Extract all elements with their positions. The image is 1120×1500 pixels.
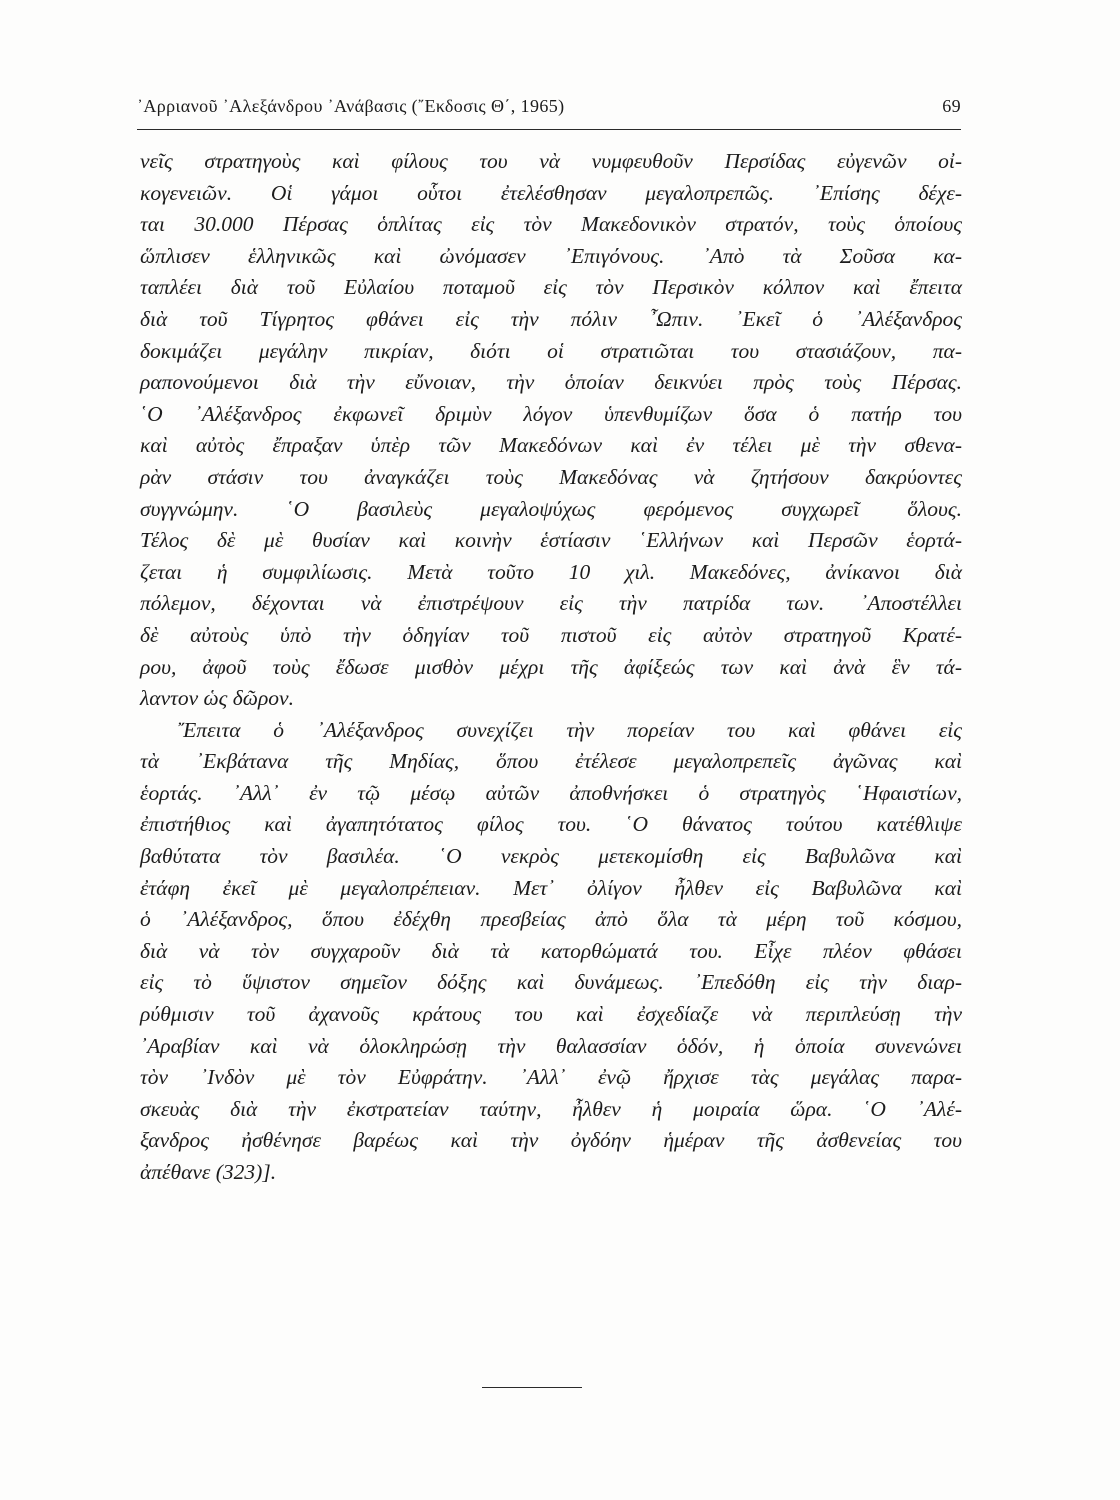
text-line: βαθύτατα τὸν βασιλέα. ῾Ο νεκρὸς μετεκομίσθη εἰς Βαβυλῶνα καὶ: [140, 844, 962, 869]
text-line: λαντον ὡς δῶρον.: [140, 686, 294, 711]
text-line: ταπλέει διὰ τοῦ Εὐλαίου ποταμοῦ εἰς τὸν Περσικὸν κόλπον καὶ ἔπειτα: [140, 275, 962, 300]
text-line: Τέλος δὲ μὲ θυσίαν καὶ κοινὴν ἑστίασιν ῾Ελλήνων καὶ Περσῶν ἑορτά-: [140, 528, 962, 553]
text-line: ἑορτάς. ᾿Αλλ᾿ ἐν τῷ μέσῳ αὐτῶν ἀποθνήσκει ὁ στρατηγὸς ῾Ηφαιστίων,: [140, 780, 962, 805]
text-line: ἐτάφη ἐκεῖ μὲ μεγαλοπρέπειαν. Μετ᾿ ὀλίγον ἦλθεν εἰς Βαβυλῶνα καὶ: [140, 875, 962, 900]
text-line: ραπονούμενοι διὰ τὴν εὔνοιαν, τὴν ὁποίαν δεικνύει πρὸς τοὺς Πέρσας.: [140, 370, 962, 395]
text-line: σκευὰς διὰ τὴν ἐκστρατείαν ταύτην, ἦλθεν ἡ μοιραία ὥρα. ῾Ο ᾿Αλέ-: [140, 1096, 962, 1121]
text-line: ρου, ἀφοῦ τοὺς ἔδωσε μισθὸν μέχρι τῆς ἀφίξεώς των καὶ ἀνὰ ἓν τά-: [140, 654, 962, 679]
running-head-title: ᾿Αρριανοῦ ᾿Αλεξάνδρου ᾿Ανάβασις (῎Εκδοσις Θ΄, 1965): [137, 96, 565, 116]
text-line: ἀπέθανε (323)].: [140, 1160, 277, 1184]
text-line: ρὰν στάσιν του ἀναγκάζει τοὺς Μακεδόνας νὰ ζητήσουν δακρύοντες: [140, 464, 962, 489]
text-line: ὁ ᾿Αλέξανδρος, ὅπου ἐδέχθη πρεσβείας ἀπὸ ὅλα τὰ μέρη τοῦ κόσμου,: [140, 907, 962, 932]
text-line: καὶ αὐτὸς ἔπραξαν ὑπὲρ τῶν Μακεδόνων καὶ ἐν τέλει μὲ τὴν σθενα-: [140, 433, 962, 458]
text-line: εἰς τὸ ὕψιστον σημεῖον δόξης καὶ δυνάμεως. ᾿Επεδόθη εἰς τὴν διαρ-: [140, 970, 962, 995]
body-text: [140, 146, 962, 1189]
text-line: ρύθμισιν τοῦ ἀχανοῦς κράτους του καὶ ἐσχεδίαζε νὰ περιπλεύσῃ τὴν: [140, 1002, 962, 1027]
text-line: δοκιμάζει μεγάλην πικρίαν, διότι οἱ στρατιῶται του στασιάζουν, πα-: [140, 338, 962, 363]
end-rule: [482, 1387, 582, 1388]
text-line: ῾Ο ᾿Αλέξανδρος ἐκφωνεῖ δριμὺν λόγον ὑπενθυμίζων ὅσα ὁ πατήρ του: [140, 401, 962, 426]
text-line: ται 30.000 Πέρσας ὁπλίτας εἰς τὸν Μακεδονικὸν στρατόν, τοὺς ὁποίους: [140, 212, 962, 237]
text-line: κογενειῶν. Οἱ γάμοι οὗτοι ἐτελέσθησαν μεγαλοπρεπῶς. ᾿Επίσης δέχε-: [140, 180, 962, 205]
text-line: ῎Επειτα ὁ ᾿Αλέξανδρος συνεχίζει τὴν πορείαν του καὶ φθάνει εἰς: [176, 717, 962, 742]
text-line: δὲ αὐτοὺς ὑπὸ τὴν ὁδηγίαν τοῦ πιστοῦ εἰς αὐτὸν στρατηγοῦ Κρατέ-: [140, 622, 962, 647]
text-line: τὸν ᾿Ινδὸν μὲ τὸν Εὐφράτην. ᾿Αλλ᾿ ἐνῷ ἤρχισε τὰς μεγάλας παρα-: [140, 1065, 962, 1090]
text-line: τὰ ᾿Εκβάτανα τῆς Μηδίας, ὅπου ἐτέλεσε μεγαλοπρεπεῖς ἀγῶνας καὶ: [140, 749, 962, 774]
text-line: ζεται ἡ συμφιλίωσις. Μετὰ τοῦτο 10 χιλ. Μακεδόνες, ἀνίκανοι διὰ: [140, 559, 962, 584]
text-line: ᾿Αραβίαν καὶ νὰ ὁλοκληρώσῃ τὴν θαλασσίαν ὁδόν, ἡ ὁποία συνενώνει: [140, 1033, 962, 1058]
text-line: νεῖς στρατηγοὺς καὶ φίλους του νὰ νυμφευθοῦν Περσίδας εὐγενῶν οἰ-: [140, 149, 962, 173]
text-line: συγγνώμην. ῾Ο βασιλεὺς μεγαλοψύχως φερόμενος συγχωρεῖ ὅλους.: [140, 496, 962, 521]
text-line: πόλεμον, δέχονται νὰ ἐπιστρέψουν εἰς τὴν πατρίδα των. ᾿Αποστέλλει: [140, 591, 962, 616]
text-line: διὰ νὰ τὸν συγχαροῦν διὰ τὰ κατορθώματά του. Εἶχε πλέον φθάσει: [140, 938, 962, 963]
text-line: ὥπλισεν ἑλληνικῶς καὶ ὠνόμασεν ᾿Επιγόνους. ᾿Απὸ τὰ Σοῦσα κα-: [140, 243, 962, 268]
header-rule: [137, 129, 961, 130]
text-line: ξανδρος ἠσθένησε βαρέως καὶ τὴν ὀγδόην ἡμέραν τῆς ἀσθενείας του: [140, 1128, 962, 1153]
running-head: [137, 96, 961, 120]
page-number: 69: [942, 96, 961, 116]
text-line: διὰ τοῦ Τίγρητος φθάνει εἰς τὴν πόλιν ῏Ωπιν. ᾿Εκεῖ ὁ ᾿Αλέξανδρος: [140, 306, 962, 331]
text-line: ἐπιστήθιος καὶ ἀγαπητότατος φίλος του. ῾Ο θάνατος τούτου κατέθλιψε: [140, 812, 962, 837]
